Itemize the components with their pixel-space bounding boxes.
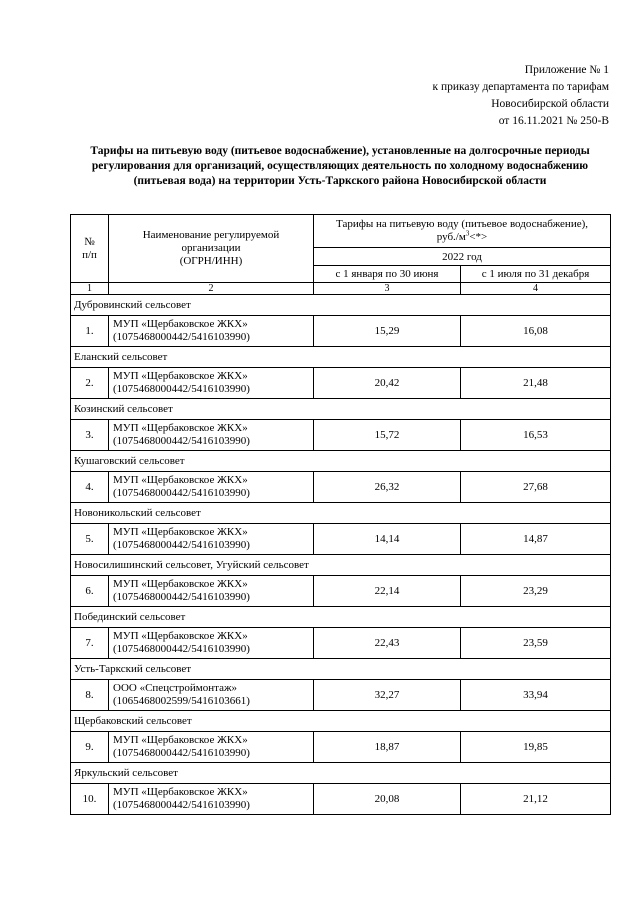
org-ids: (1075468000442/5416103990) (113, 643, 250, 655)
table-row (71, 420, 611, 451)
org-cell (109, 732, 314, 763)
org-ids: (1075468000442/5416103990) (113, 747, 250, 759)
column-index: 1 (71, 283, 109, 295)
org-name: МУП «Щербаковское ЖКХ» (113, 370, 248, 382)
header-num (71, 215, 109, 283)
org-cell (109, 316, 314, 347)
org-ids: (1075468000442/5416103990) (113, 435, 250, 447)
header-year: 2022 год (314, 248, 611, 266)
section-row: Усть-Таркский сельсовет (71, 659, 611, 680)
row-number: 7. (71, 628, 109, 659)
table-row (71, 316, 611, 347)
row-number: 2. (71, 368, 109, 399)
appendix-line: Приложение № 1 (524, 64, 609, 76)
tariff-h2: 23,29 (461, 576, 611, 607)
header-num-line: п/п (82, 248, 97, 261)
unit-text: руб./м (436, 231, 466, 243)
document-title: Тарифы на питьевую воду (питьевое водоснабжение), установленные на долгосрочные периоды регулирования для организаций, осуществляющих деятельность по холодному водоснабжению (питьевая вода) на территории Усть-Таркского района Новосибирской области (90, 145, 590, 187)
org-name: ООО «Спецстроймонтаж» (113, 682, 238, 694)
org-name: МУП «Щербаковское ЖКХ» (113, 318, 248, 330)
org-cell (109, 368, 314, 399)
appendix-line: от 16.11.2021 № 250-В (498, 115, 609, 127)
tariff-h2: 33,94 (461, 680, 611, 711)
tariff-h1: 20,42 (314, 368, 461, 399)
tariff-h1: 18,87 (314, 732, 461, 763)
org-ids: (1075468000442/5416103990) (113, 799, 250, 811)
org-ids: (1065468002599/5416103661) (113, 695, 250, 707)
tariff-h1: 20,08 (314, 784, 461, 815)
org-ids: (1075468000442/5416103990) (113, 539, 250, 551)
row-number: 4. (71, 472, 109, 503)
org-cell (109, 524, 314, 555)
org-cell (109, 784, 314, 815)
org-cell (109, 680, 314, 711)
tariff-h1: 15,29 (314, 316, 461, 347)
org-cell (109, 420, 314, 451)
org-ids: (1075468000442/5416103990) (113, 487, 250, 499)
org-ids: (1075468000442/5416103990) (113, 591, 250, 603)
org-name: МУП «Щербаковское ЖКХ» (113, 734, 248, 746)
tariff-h1: 32,27 (314, 680, 461, 711)
tariff-h2: 16,53 (461, 420, 611, 451)
org-cell (109, 576, 314, 607)
header-name-line: (ОГРН/ИНН) (179, 255, 243, 267)
section-row: Еланский сельсовет (71, 347, 611, 368)
row-number: 1. (71, 316, 109, 347)
section-row: Козинский сельсовет (71, 399, 611, 420)
tariff-table (70, 214, 611, 815)
row-number: 8. (71, 680, 109, 711)
org-name: МУП «Щербаковское ЖКХ» (113, 786, 248, 798)
table-row (71, 628, 611, 659)
section-row: Новосилишинский сельсовет, Угуйский сельсовет (71, 555, 611, 576)
section-row: Кушаговский сельсовет (71, 451, 611, 472)
table-row (71, 784, 611, 815)
row-number: 3. (71, 420, 109, 451)
org-name: МУП «Щербаковское ЖКХ» (113, 526, 248, 538)
section-row: Новоникольский сельсовет (71, 503, 611, 524)
tariff-h2: 23,59 (461, 628, 611, 659)
header-period-2: с 1 июля по 31 декабря (461, 266, 611, 283)
org-name: МУП «Щербаковское ЖКХ» (113, 422, 248, 434)
org-name: МУП «Щербаковское ЖКХ» (113, 578, 248, 590)
table-row (71, 524, 611, 555)
column-index: 2 (109, 283, 314, 295)
tariff-h2: 19,85 (461, 732, 611, 763)
tariff-h1: 14,14 (314, 524, 461, 555)
table-row (71, 680, 611, 711)
tariff-h1: 15,72 (314, 420, 461, 451)
tariff-h1: 26,32 (314, 472, 461, 503)
org-cell (109, 628, 314, 659)
column-index: 3 (314, 283, 461, 295)
header-tariff (314, 215, 611, 248)
table-row (71, 732, 611, 763)
tariff-h2: 21,12 (461, 784, 611, 815)
section-row: Побединский сельсовет (71, 607, 611, 628)
org-ids: (1075468000442/5416103990) (113, 383, 250, 395)
tariff-h2: 16,08 (461, 316, 611, 347)
tariff-h1: 22,14 (314, 576, 461, 607)
header-name-line: Наименование регулируемой (142, 229, 280, 241)
header-org-name (109, 215, 314, 283)
row-number: 6. (71, 576, 109, 607)
header-tariff-line: Тарифы на питьевую воду (питьевое водоснабжение), (336, 218, 588, 230)
appendix-header (432, 62, 609, 130)
row-number: 9. (71, 732, 109, 763)
table-row (71, 368, 611, 399)
header-name-line: организации (181, 242, 241, 254)
row-number: 10. (71, 784, 109, 815)
section-row: Дубровинский сельсовет (71, 295, 611, 316)
org-name: МУП «Щербаковское ЖКХ» (113, 474, 248, 486)
org-ids: (1075468000442/5416103990) (113, 331, 250, 343)
header-period-1: с 1 января по 30 июня (314, 266, 461, 283)
tariff-h2: 27,68 (461, 472, 611, 503)
org-cell (109, 472, 314, 503)
tariff-h2: 14,87 (461, 524, 611, 555)
appendix-line: к приказу департамента по тарифам (432, 81, 609, 93)
unit-superscript: 3 (465, 229, 470, 238)
section-row: Щербаковский сельсовет (71, 711, 611, 732)
row-number: 5. (71, 524, 109, 555)
column-index: 4 (461, 283, 611, 295)
table-row (71, 472, 611, 503)
header-tariff-unit (317, 231, 607, 244)
tariff-h1: 22,43 (314, 628, 461, 659)
table-row (71, 576, 611, 607)
header-num-line: № (84, 235, 95, 248)
tariff-h2: 21,48 (461, 368, 611, 399)
section-row: Яркульский сельсовет (71, 763, 611, 784)
appendix-line: Новосибирской области (491, 98, 609, 110)
unit-note: <*> (469, 231, 488, 243)
org-name: МУП «Щербаковское ЖКХ» (113, 630, 248, 642)
